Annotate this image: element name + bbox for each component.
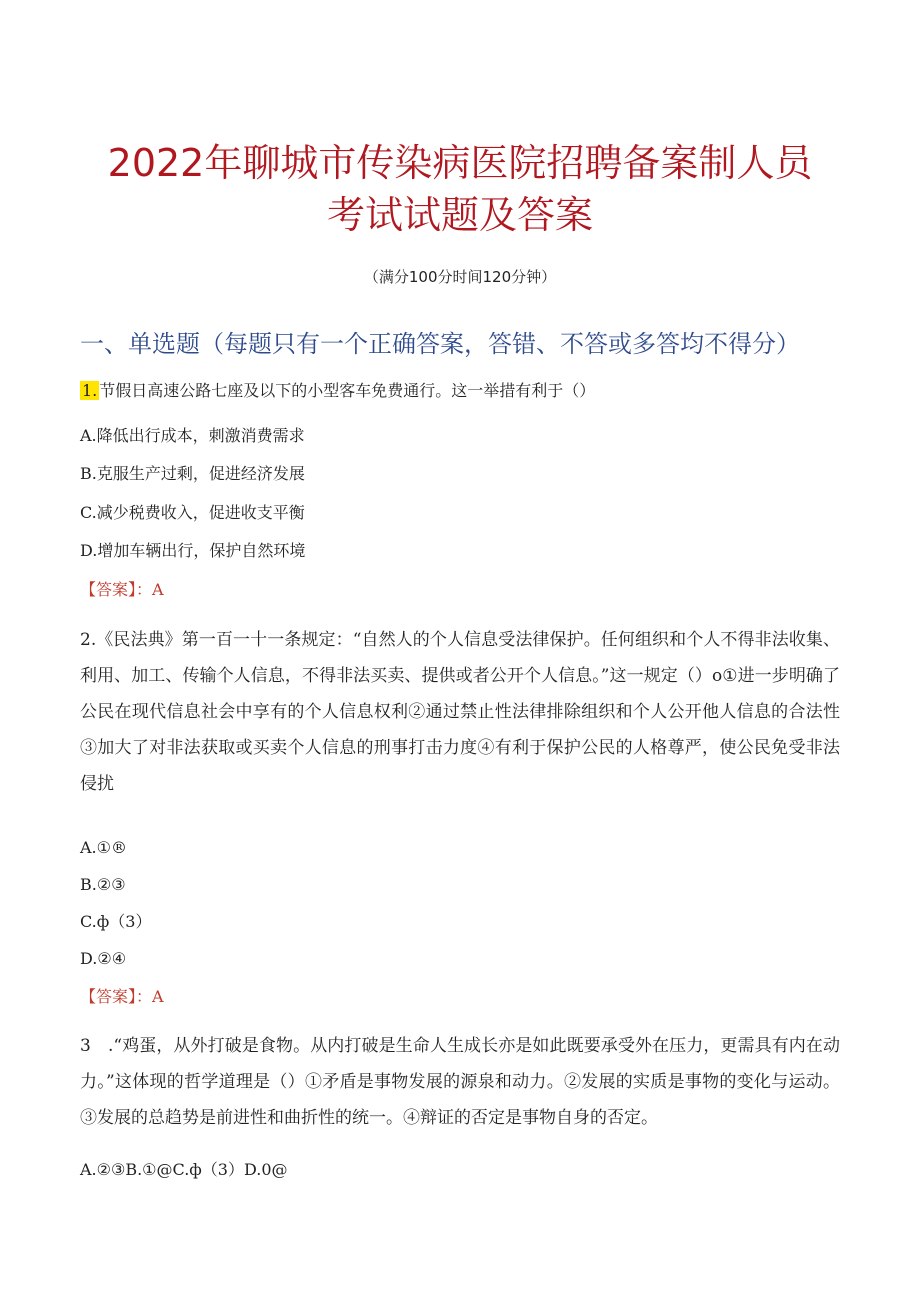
document-title-line-2: 考试试题及答案 — [326, 193, 593, 237]
question-2-answer: 【答案】：A — [80, 987, 164, 1006]
question-1-option-b: B.克服生产过剩，促进经济发展 — [80, 464, 305, 483]
section-heading: 一、单选题（每题只有一个正确答案，答错、不答或多答均不得分） — [80, 330, 800, 358]
question-3-stem: 3 .“鸡蛋，从外打破是食物。从内打破是生命人生成长亦是如此既要承受外在压力，更需具有内在动力。”这体现的哲学道理是（）①矛盾是事物发展的源泉和动力。②发展的实质是事物的变化与运动。③发展的总趋势是前进性和曲折性的统一。④辩证的否定是事物自身的否定。 — [80, 1036, 840, 1128]
question-1-option-a: A.降低出行成本，刺激消费需求 — [80, 426, 305, 445]
exam-info: （满分100分时间120分钟） — [363, 268, 557, 286]
question-1 — [80, 379, 850, 403]
document-title-line-1: 2022年聊城市传染病医院招聘备案制人员 — [107, 141, 813, 185]
question-1-option-d: D.增加车辆出行，保护自然环境 — [80, 541, 306, 560]
question-3-options: A.②③B.①@C.ф（3）D.0@ — [80, 1160, 288, 1179]
question-2-stem: 2.《民法典》第一百一十一条规定：“自然人的个人信息受法律保护。任何组织和个人不得非法收集、利用、加工、传输个人信息，不得非法买卖、提供或者公开个人信息。”这一规定（）o①进一步明确了公民在现代信息社会中享有的个人信息权利②通过禁止性法律排除组织和个人公开他人信息的合法性③加大了对非法获取或买卖个人信息的刑事打击力度④有利于保护公民的人格尊严，使公民免受非法侵扰 — [80, 630, 840, 794]
question-1-option-c: C.减少税费收入，促进收支平衡 — [80, 503, 305, 522]
question-2-option-b: B.②③ — [80, 875, 126, 894]
question-1-stem: 节假日高速公路七座及以下的小型客车免费通行。这一举措有利于（） — [99, 381, 596, 400]
question-2-option-a: A.①® — [80, 838, 127, 857]
question-1-number: 1. — [82, 381, 98, 400]
question-1-answer: 【答案】：A — [80, 580, 164, 599]
question-2-option-c: C.ф（3） — [80, 912, 152, 931]
question-2-option-d: D.②④ — [80, 949, 127, 968]
